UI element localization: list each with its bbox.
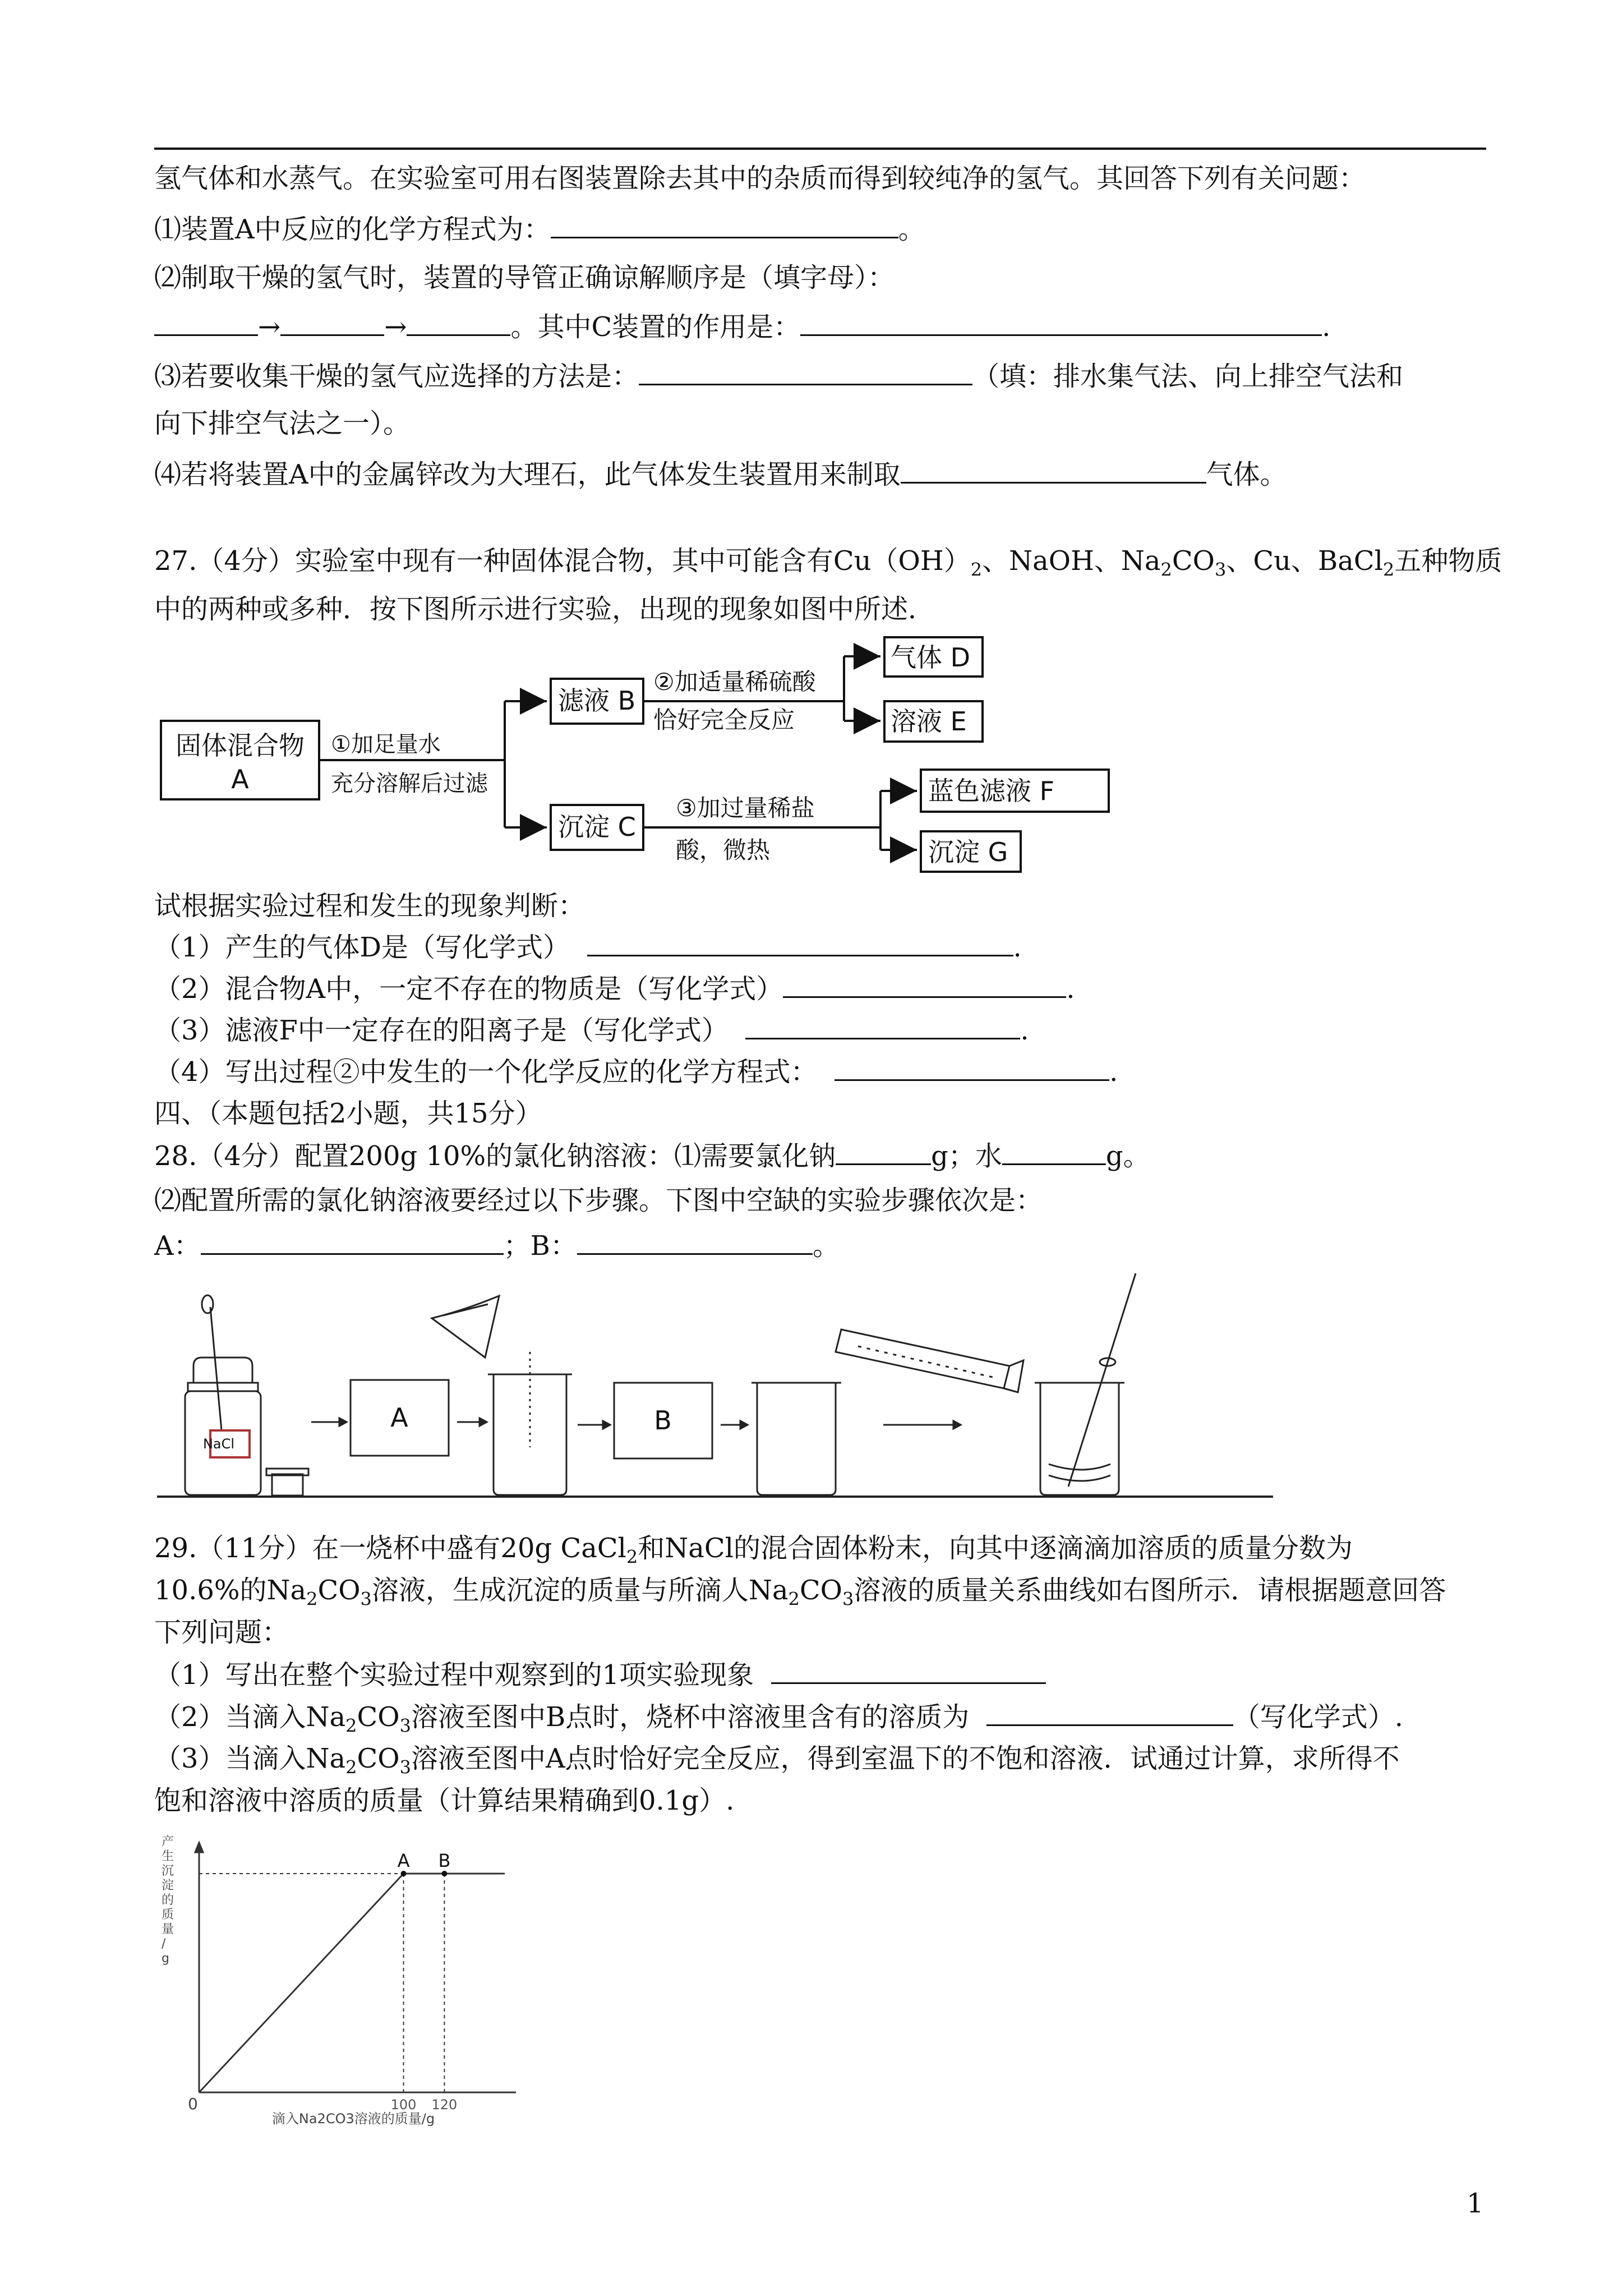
answer-blank[interactable] xyxy=(745,1013,1020,1039)
top-rule xyxy=(154,148,1486,150)
answer-blank[interactable] xyxy=(280,310,384,336)
q28-line3: A： ；B： 。 xyxy=(154,1228,840,1263)
box-f-label: 蓝色滤液 F xyxy=(928,776,1055,806)
answer-blank[interactable] xyxy=(587,930,1013,956)
q27-sub2: （2）混合物A中，一定不存在的物质是（写化学式） . xyxy=(154,972,1075,1006)
x-axis-label: 滴入Na2CO3溶液的质量/g xyxy=(271,2111,435,2127)
beaker-with-funnel-paper xyxy=(432,1296,572,1495)
beaker-with-glass-rod xyxy=(1035,1273,1136,1495)
q27-flow-diagram xyxy=(151,628,1127,881)
q27-stem-line1: 27.（4分）实验室中现有一种固体混合物，其中可能含有$Cu(OH)_2$、NaOH、$Na_2CO_3$、Cu、BaCl$_2$五种物质 xyxy=(154,545,1502,581)
answer-blank[interactable] xyxy=(901,457,1206,484)
q28-line1: 28.（4分）配置200g 10%的氯化钠溶液：⑴需要氯化钠 g；水 g。 xyxy=(154,1139,1150,1173)
answer-blank[interactable] xyxy=(154,310,258,336)
q29-sub3: （3）当滴入$Na_2CO_3$溶液至图中A点时恰好完全反应，得到室温下的不饱和溶液．试通过计算，求所得不 xyxy=(154,1743,1400,1778)
q27-sub3: （3）滤液F中一定存在的阳离子是（写化学式） . xyxy=(154,1013,1029,1047)
section-4-heading: 四、（本题包括2小题，共15分） xyxy=(154,1098,542,1129)
q26-part3-cont: 向下排空气法之一）。 xyxy=(154,408,411,439)
q27-sub1: （1）产生的气体D是（写化学式） . xyxy=(154,930,1022,964)
q29-stem-line1: 29.（11分）在一烧杯中盛有20g CaCl$_2$和NaCl的混合固体粉末，向其中逐滴滴加溶质的质量分数为 xyxy=(154,1533,1353,1568)
answer-blank[interactable] xyxy=(551,212,898,238)
q26-part1: ⑴装置A中反应的化学方程式为： 。 xyxy=(154,212,925,246)
point-label-a: A xyxy=(397,1850,410,1871)
step3-line1: ③加过量稀盐 xyxy=(676,794,815,822)
q27-sub4: （4）写出过程②中发生的一个化学反应的化学方程式： . xyxy=(154,1055,1118,1089)
box-b-label: 滤液 B xyxy=(558,685,636,716)
q27-stem-line2: 中的两种或多种．按下图所示进行实验，出现的现象如图中所述． xyxy=(154,593,935,625)
answer-blank[interactable] xyxy=(407,310,510,336)
step1-line1: ①加足量水 xyxy=(331,731,441,757)
x-tick-label: 120 xyxy=(431,2097,458,2113)
step2-line1: ②加适量稀硫酸 xyxy=(653,668,816,696)
answer-blank[interactable] xyxy=(577,1228,813,1255)
q27-judge: 试根据实验过程和发生的现象判断： xyxy=(154,890,585,922)
q26-part2-answers: → → 。其中C装置的作用是： . xyxy=(154,310,1330,344)
box-a-text: A xyxy=(390,1402,408,1433)
answer-blank[interactable] xyxy=(836,1139,931,1165)
box-d-label: 气体 D xyxy=(891,642,971,673)
x-tick-label: 100 xyxy=(390,2097,417,2113)
jar-label-nacl: NaCl xyxy=(202,1436,235,1452)
answer-blank[interactable] xyxy=(1002,1139,1106,1165)
q29-stem-line2: 10.6%的$Na_2CO_3$溶液，生成沉淀的质量与所滴人$Na_2CO_3$溶液的质量关系曲线如右图所示．请根据题意回答 xyxy=(154,1575,1446,1610)
answer-blank[interactable] xyxy=(986,1700,1233,1726)
stopper xyxy=(266,1469,308,1496)
beaker-with-measuring-cylinder xyxy=(751,1329,1023,1495)
answer-blank[interactable] xyxy=(771,1658,1046,1684)
q26-part2: ⑵制取干燥的氢气时，装置的导管正确谅解顺序是（填字母）： xyxy=(154,262,895,293)
y-axis-label: 产生沉淀的质量/ g xyxy=(162,1835,174,1966)
step1-line2: 充分溶解后过滤 xyxy=(331,771,488,797)
q28-line2: ⑵配置所需的氯化钠溶液要经过以下步骤。下图中空缺的实验步骤依次是： xyxy=(154,1185,1043,1216)
box-b-text: B xyxy=(654,1405,672,1435)
q26-part3: ⑶若要收集干燥的氢气应选择的方法是： （填：排水集气法、向上排空气法和 xyxy=(154,359,1403,393)
point-a xyxy=(401,1871,407,1876)
step3-line2: 酸，微热 xyxy=(676,836,771,864)
q29-stem-line3: 下列问题： xyxy=(154,1617,289,1648)
point-b xyxy=(441,1871,447,1876)
answer-blank[interactable] xyxy=(639,359,972,385)
precipitate-line xyxy=(199,1874,444,2092)
answer-blank[interactable] xyxy=(800,310,1322,336)
q29-sub1: （1）写出在整个实验过程中观察到的1项实验现象 xyxy=(154,1658,1046,1692)
answer-blank[interactable] xyxy=(834,1055,1109,1081)
box-a-line1: 固体混合物 xyxy=(176,730,305,761)
q29-sub2: （2）当滴入$Na_2CO_3$溶液至图中B点时，烧杯中溶液里含有的溶质为 （写化学式）. xyxy=(154,1700,1403,1734)
answer-blank[interactable] xyxy=(201,1228,504,1255)
y-axis-arrow xyxy=(195,1843,203,1852)
reagent-jar xyxy=(185,1295,261,1495)
q26-part4: ⑷若将装置A中的金属锌改为大理石，此气体发生装置用来制取 气体。 xyxy=(154,457,1287,491)
box-a-line2: A xyxy=(231,764,249,794)
box-g-label: 沉淀 G xyxy=(928,837,1008,867)
page-number: 1 xyxy=(1467,2188,1484,2219)
precipitate-mass-chart xyxy=(157,1829,583,2132)
q29-sub3-cont: 饱和溶液中溶质的质量（计算结果精确到0.1g）. xyxy=(154,1785,735,1816)
step2-line2: 恰好完全反应 xyxy=(653,706,795,734)
box-e-label: 溶液 E xyxy=(891,706,967,737)
q26-intro: 氢气体和水蒸气。在实验室可用右图装置除去其中的杂质而得到较纯净的氢气。其回答下列有关问题： xyxy=(154,163,1366,194)
answer-blank[interactable] xyxy=(783,972,1066,998)
origin-label: 0 xyxy=(188,2095,198,2113)
box-c-label: 沉淀 C xyxy=(558,812,636,842)
point-label-b: B xyxy=(438,1850,451,1871)
q28-procedure-diagram xyxy=(151,1262,1279,1509)
